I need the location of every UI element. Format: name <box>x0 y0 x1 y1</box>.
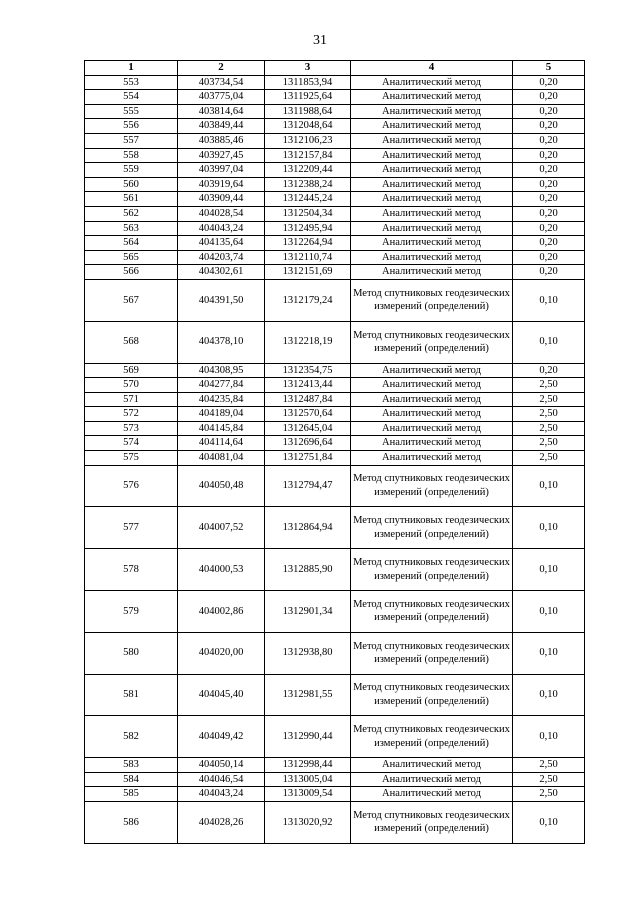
y-coordinate-cell: 1312696,64 <box>265 436 351 451</box>
y-coordinate-cell: 1312157,84 <box>265 148 351 163</box>
table-row <box>85 758 585 773</box>
table-row <box>85 507 585 549</box>
header-col-5: 5 <box>513 61 585 76</box>
accuracy-cell: 2,50 <box>513 407 585 422</box>
method-cell: Аналитический метод <box>351 236 513 251</box>
method-cell: Метод спутниковых геодезических измерений (определений) <box>351 465 513 507</box>
point-number-cell: 564 <box>85 236 178 251</box>
method-cell: Метод спутниковых геодезических измерений (определений) <box>351 279 513 321</box>
accuracy-cell: 0,20 <box>513 163 585 178</box>
x-coordinate-cell: 404028,54 <box>178 206 265 221</box>
accuracy-cell: 0,20 <box>513 90 585 105</box>
y-coordinate-cell: 1312487,84 <box>265 392 351 407</box>
method-cell: Аналитический метод <box>351 75 513 90</box>
method-cell: Метод спутниковых геодезических измерений (определений) <box>351 507 513 549</box>
table-row <box>85 363 585 378</box>
table-row <box>85 163 585 178</box>
table-row <box>85 674 585 716</box>
accuracy-cell: 0,20 <box>513 133 585 148</box>
accuracy-cell: 0,20 <box>513 206 585 221</box>
accuracy-cell: 2,50 <box>513 378 585 393</box>
method-cell: Метод спутниковых геодезических измерений (определений) <box>351 716 513 758</box>
y-coordinate-cell: 1313009,54 <box>265 787 351 802</box>
point-number-cell: 579 <box>85 591 178 633</box>
header-row <box>85 61 585 76</box>
point-number-cell: 575 <box>85 451 178 466</box>
accuracy-cell: 2,50 <box>513 421 585 436</box>
table-row <box>85 250 585 265</box>
method-cell: Метод спутниковых геодезических измерений (определений) <box>351 802 513 844</box>
point-number-cell: 555 <box>85 104 178 119</box>
method-cell: Аналитический метод <box>351 787 513 802</box>
method-cell: Аналитический метод <box>351 177 513 192</box>
point-number-cell: 584 <box>85 772 178 787</box>
y-coordinate-cell: 1312981,55 <box>265 674 351 716</box>
accuracy-cell: 2,50 <box>513 392 585 407</box>
y-coordinate-cell: 1312751,84 <box>265 451 351 466</box>
table-body <box>85 75 585 843</box>
x-coordinate-cell: 404145,84 <box>178 421 265 436</box>
table-row <box>85 221 585 236</box>
x-coordinate-cell: 403849,44 <box>178 119 265 134</box>
x-coordinate-cell: 404007,52 <box>178 507 265 549</box>
method-cell: Аналитический метод <box>351 421 513 436</box>
table-row <box>85 632 585 674</box>
table-row <box>85 148 585 163</box>
header-col-1: 1 <box>85 61 178 76</box>
y-coordinate-cell: 1312645,04 <box>265 421 351 436</box>
point-number-cell: 570 <box>85 378 178 393</box>
method-cell: Метод спутниковых геодезических измерений (определений) <box>351 632 513 674</box>
x-coordinate-cell: 404189,04 <box>178 407 265 422</box>
coordinates-table <box>84 60 585 844</box>
accuracy-cell: 0,10 <box>513 279 585 321</box>
method-cell: Аналитический метод <box>351 407 513 422</box>
point-number-cell: 553 <box>85 75 178 90</box>
accuracy-cell: 0,20 <box>513 75 585 90</box>
x-coordinate-cell: 404020,00 <box>178 632 265 674</box>
accuracy-cell: 0,10 <box>513 632 585 674</box>
x-coordinate-cell: 404043,24 <box>178 787 265 802</box>
table-row <box>85 104 585 119</box>
x-coordinate-cell: 404203,74 <box>178 250 265 265</box>
accuracy-cell: 0,20 <box>513 363 585 378</box>
x-coordinate-cell: 403775,04 <box>178 90 265 105</box>
point-number-cell: 581 <box>85 674 178 716</box>
table-row <box>85 392 585 407</box>
x-coordinate-cell: 404081,04 <box>178 451 265 466</box>
point-number-cell: 561 <box>85 192 178 207</box>
table-row <box>85 436 585 451</box>
x-coordinate-cell: 403919,64 <box>178 177 265 192</box>
y-coordinate-cell: 1312110,74 <box>265 250 351 265</box>
x-coordinate-cell: 403734,54 <box>178 75 265 90</box>
table-row <box>85 802 585 844</box>
x-coordinate-cell: 403997,04 <box>178 163 265 178</box>
y-coordinate-cell: 1312445,24 <box>265 192 351 207</box>
x-coordinate-cell: 404046,54 <box>178 772 265 787</box>
method-cell: Аналитический метод <box>351 90 513 105</box>
x-coordinate-cell: 404135,64 <box>178 236 265 251</box>
point-number-cell: 558 <box>85 148 178 163</box>
method-cell: Аналитический метод <box>351 104 513 119</box>
method-cell: Метод спутниковых геодезических измерений (определений) <box>351 591 513 633</box>
point-number-cell: 583 <box>85 758 178 773</box>
accuracy-cell: 0,10 <box>513 802 585 844</box>
x-coordinate-cell: 404114,64 <box>178 436 265 451</box>
accuracy-cell: 0,10 <box>513 321 585 363</box>
accuracy-cell: 0,10 <box>513 549 585 591</box>
accuracy-cell: 0,20 <box>513 236 585 251</box>
header-col-4: 4 <box>351 61 513 76</box>
method-cell: Аналитический метод <box>351 119 513 134</box>
x-coordinate-cell: 404050,48 <box>178 465 265 507</box>
point-number-cell: 560 <box>85 177 178 192</box>
method-cell: Аналитический метод <box>351 192 513 207</box>
header-col-3: 3 <box>265 61 351 76</box>
table-row <box>85 321 585 363</box>
table-row <box>85 591 585 633</box>
y-coordinate-cell: 1312264,94 <box>265 236 351 251</box>
point-number-cell: 572 <box>85 407 178 422</box>
y-coordinate-cell: 1312938,80 <box>265 632 351 674</box>
x-coordinate-cell: 404302,61 <box>178 265 265 280</box>
table-row <box>85 772 585 787</box>
y-coordinate-cell: 1312990,44 <box>265 716 351 758</box>
x-coordinate-cell: 404045,40 <box>178 674 265 716</box>
point-number-cell: 565 <box>85 250 178 265</box>
method-cell: Аналитический метод <box>351 133 513 148</box>
y-coordinate-cell: 1311988,64 <box>265 104 351 119</box>
y-coordinate-cell: 1313005,04 <box>265 772 351 787</box>
accuracy-cell: 2,50 <box>513 451 585 466</box>
table-row <box>85 465 585 507</box>
table-row <box>85 192 585 207</box>
accuracy-cell: 2,50 <box>513 772 585 787</box>
point-number-cell: 580 <box>85 632 178 674</box>
y-coordinate-cell: 1312354,75 <box>265 363 351 378</box>
accuracy-cell: 0,20 <box>513 221 585 236</box>
method-cell: Аналитический метод <box>351 250 513 265</box>
x-coordinate-cell: 404391,50 <box>178 279 265 321</box>
point-number-cell: 569 <box>85 363 178 378</box>
method-cell: Аналитический метод <box>351 772 513 787</box>
point-number-cell: 585 <box>85 787 178 802</box>
point-number-cell: 571 <box>85 392 178 407</box>
x-coordinate-cell: 404028,26 <box>178 802 265 844</box>
point-number-cell: 586 <box>85 802 178 844</box>
accuracy-cell: 0,20 <box>513 192 585 207</box>
accuracy-cell: 0,10 <box>513 507 585 549</box>
method-cell: Метод спутниковых геодезических измерений (определений) <box>351 674 513 716</box>
method-cell: Аналитический метод <box>351 451 513 466</box>
method-cell: Аналитический метод <box>351 221 513 236</box>
accuracy-cell: 0,20 <box>513 265 585 280</box>
y-coordinate-cell: 1311925,64 <box>265 90 351 105</box>
point-number-cell: 562 <box>85 206 178 221</box>
x-coordinate-cell: 404002,86 <box>178 591 265 633</box>
x-coordinate-cell: 404000,53 <box>178 549 265 591</box>
method-cell: Аналитический метод <box>351 265 513 280</box>
x-coordinate-cell: 403885,46 <box>178 133 265 148</box>
accuracy-cell: 2,50 <box>513 787 585 802</box>
y-coordinate-cell: 1312106,23 <box>265 133 351 148</box>
y-coordinate-cell: 1312495,94 <box>265 221 351 236</box>
page-number: 31 <box>313 33 327 48</box>
y-coordinate-cell: 1312504,34 <box>265 206 351 221</box>
accuracy-cell: 0,20 <box>513 119 585 134</box>
x-coordinate-cell: 403909,44 <box>178 192 265 207</box>
table-row <box>85 451 585 466</box>
accuracy-cell: 0,20 <box>513 177 585 192</box>
x-coordinate-cell: 404235,84 <box>178 392 265 407</box>
method-cell: Аналитический метод <box>351 163 513 178</box>
y-coordinate-cell: 1312151,69 <box>265 265 351 280</box>
method-cell: Аналитический метод <box>351 378 513 393</box>
point-number-cell: 576 <box>85 465 178 507</box>
x-coordinate-cell: 404277,84 <box>178 378 265 393</box>
table-row <box>85 265 585 280</box>
y-coordinate-cell: 1312998,44 <box>265 758 351 773</box>
x-coordinate-cell: 403927,45 <box>178 148 265 163</box>
table-row <box>85 119 585 134</box>
x-coordinate-cell: 404043,24 <box>178 221 265 236</box>
accuracy-cell: 2,50 <box>513 758 585 773</box>
table-row <box>85 133 585 148</box>
table-row <box>85 206 585 221</box>
point-number-cell: 557 <box>85 133 178 148</box>
accuracy-cell: 2,50 <box>513 436 585 451</box>
table-row <box>85 716 585 758</box>
table-row <box>85 787 585 802</box>
y-coordinate-cell: 1312388,24 <box>265 177 351 192</box>
method-cell: Аналитический метод <box>351 758 513 773</box>
table-row <box>85 177 585 192</box>
point-number-cell: 556 <box>85 119 178 134</box>
method-cell: Аналитический метод <box>351 148 513 163</box>
method-cell: Аналитический метод <box>351 206 513 221</box>
table-row <box>85 407 585 422</box>
y-coordinate-cell: 1312413,44 <box>265 378 351 393</box>
point-number-cell: 578 <box>85 549 178 591</box>
method-cell: Аналитический метод <box>351 392 513 407</box>
table-row <box>85 90 585 105</box>
x-coordinate-cell: 403814,64 <box>178 104 265 119</box>
accuracy-cell: 0,20 <box>513 104 585 119</box>
method-cell: Метод спутниковых геодезических измерений (определений) <box>351 321 513 363</box>
y-coordinate-cell: 1312794,47 <box>265 465 351 507</box>
table-row <box>85 236 585 251</box>
accuracy-cell: 0,10 <box>513 591 585 633</box>
table-row <box>85 279 585 321</box>
point-number-cell: 554 <box>85 90 178 105</box>
x-coordinate-cell: 404308,95 <box>178 363 265 378</box>
y-coordinate-cell: 1312209,44 <box>265 163 351 178</box>
y-coordinate-cell: 1312885,90 <box>265 549 351 591</box>
accuracy-cell: 0,20 <box>513 250 585 265</box>
point-number-cell: 577 <box>85 507 178 549</box>
point-number-cell: 568 <box>85 321 178 363</box>
accuracy-cell: 0,10 <box>513 674 585 716</box>
accuracy-cell: 0,10 <box>513 716 585 758</box>
y-coordinate-cell: 1312570,64 <box>265 407 351 422</box>
point-number-cell: 573 <box>85 421 178 436</box>
table-row <box>85 75 585 90</box>
point-number-cell: 582 <box>85 716 178 758</box>
y-coordinate-cell: 1312864,94 <box>265 507 351 549</box>
table-header <box>85 61 585 76</box>
table-row <box>85 549 585 591</box>
table-row <box>85 378 585 393</box>
x-coordinate-cell: 404049,42 <box>178 716 265 758</box>
y-coordinate-cell: 1312218,19 <box>265 321 351 363</box>
x-coordinate-cell: 404050,14 <box>178 758 265 773</box>
y-coordinate-cell: 1312179,24 <box>265 279 351 321</box>
y-coordinate-cell: 1311853,94 <box>265 75 351 90</box>
method-cell: Аналитический метод <box>351 436 513 451</box>
method-cell: Метод спутниковых геодезических измерений (определений) <box>351 549 513 591</box>
accuracy-cell: 0,20 <box>513 148 585 163</box>
y-coordinate-cell: 1313020,92 <box>265 802 351 844</box>
method-cell: Аналитический метод <box>351 363 513 378</box>
accuracy-cell: 0,10 <box>513 465 585 507</box>
header-col-2: 2 <box>178 61 265 76</box>
point-number-cell: 567 <box>85 279 178 321</box>
table-row <box>85 421 585 436</box>
y-coordinate-cell: 1312901,34 <box>265 591 351 633</box>
point-number-cell: 563 <box>85 221 178 236</box>
point-number-cell: 559 <box>85 163 178 178</box>
point-number-cell: 574 <box>85 436 178 451</box>
x-coordinate-cell: 404378,10 <box>178 321 265 363</box>
point-number-cell: 566 <box>85 265 178 280</box>
y-coordinate-cell: 1312048,64 <box>265 119 351 134</box>
